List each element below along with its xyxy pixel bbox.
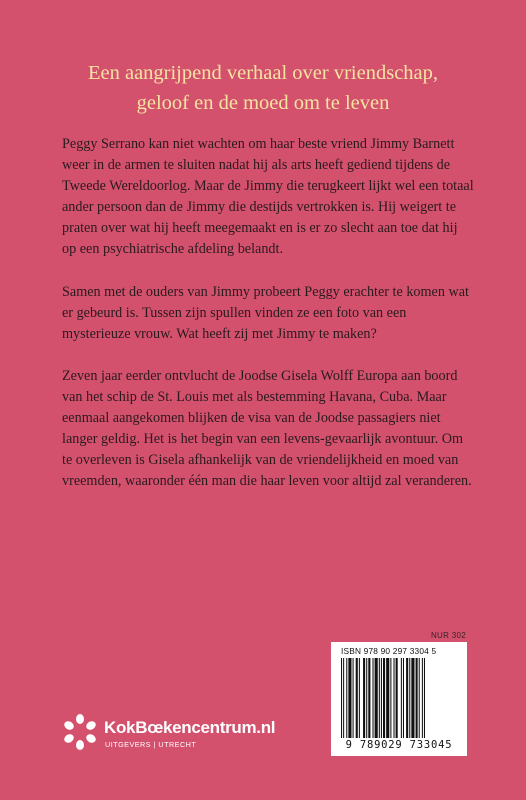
cover-tagline xyxy=(60,58,466,118)
blurb-paragraph-3: Zeven jaar eerder ontvlucht de Joodse Gisela Wolff Europa aan boord van het schip de St. Louis met als bestemming Havana, Cuba. Maar eenmaal aangekomen blijken de visa van de Joodse passagiers niet langer geldig. Het is het begin van een levens-gevaarlijk avontuur. Om te overleven is Gisela afhankelijk van de vriendelijkheid en moed van vreemden, waaronder één man die haar leven voor altijd zal veranderen. xyxy=(62,368,472,489)
tagline-line-1: Een aangrijpend verhaal over vriendschap, xyxy=(87,62,439,84)
kok-boekencentrum-logo-icon xyxy=(60,712,100,752)
barcode-number: 9 789029 733045 xyxy=(345,739,453,751)
tagline-line-2: geloof en de moed om te leven xyxy=(136,92,390,114)
publisher-subtitle: UITGEVERS | UTRECHT xyxy=(105,740,197,749)
blurb-paragraph-1: Peggy Serrano kan niet wachten om haar beste vriend Jimmy Barnett weer in de armen te sluiten nadat hij als arts heeft gediend tijdens de Tweede Wereldoorlog. Maar de Jimmy die terugkeert lijkt wel een totaal ander persoon dan de Jimmy die destijds vertrokken is. Hij weigert te praten over wat hij heeft meegemaakt en is er zo slecht aan toe dat hij op een psychiatrische afdeling belandt. xyxy=(62,136,474,257)
barcode-icon xyxy=(341,658,459,738)
nur-code: NUR 302 xyxy=(430,631,466,640)
isbn-barcode-box xyxy=(331,642,467,756)
isbn-label: ISBN 978 90 297 3304 5 xyxy=(341,646,437,656)
blurb-paragraph-2: Samen met de ouders van Jimmy probeert Peggy erachter te komen wat er gebeurd is. Tussen zijn spullen vinden ze een foto van een mysterieuze vrouw. Wat heeft zij met Jimmy te maken? xyxy=(62,283,469,342)
blurb xyxy=(62,134,474,514)
publisher-name: KokBœkencentrum.nl xyxy=(104,718,276,737)
publisher-logo-block xyxy=(60,708,330,758)
